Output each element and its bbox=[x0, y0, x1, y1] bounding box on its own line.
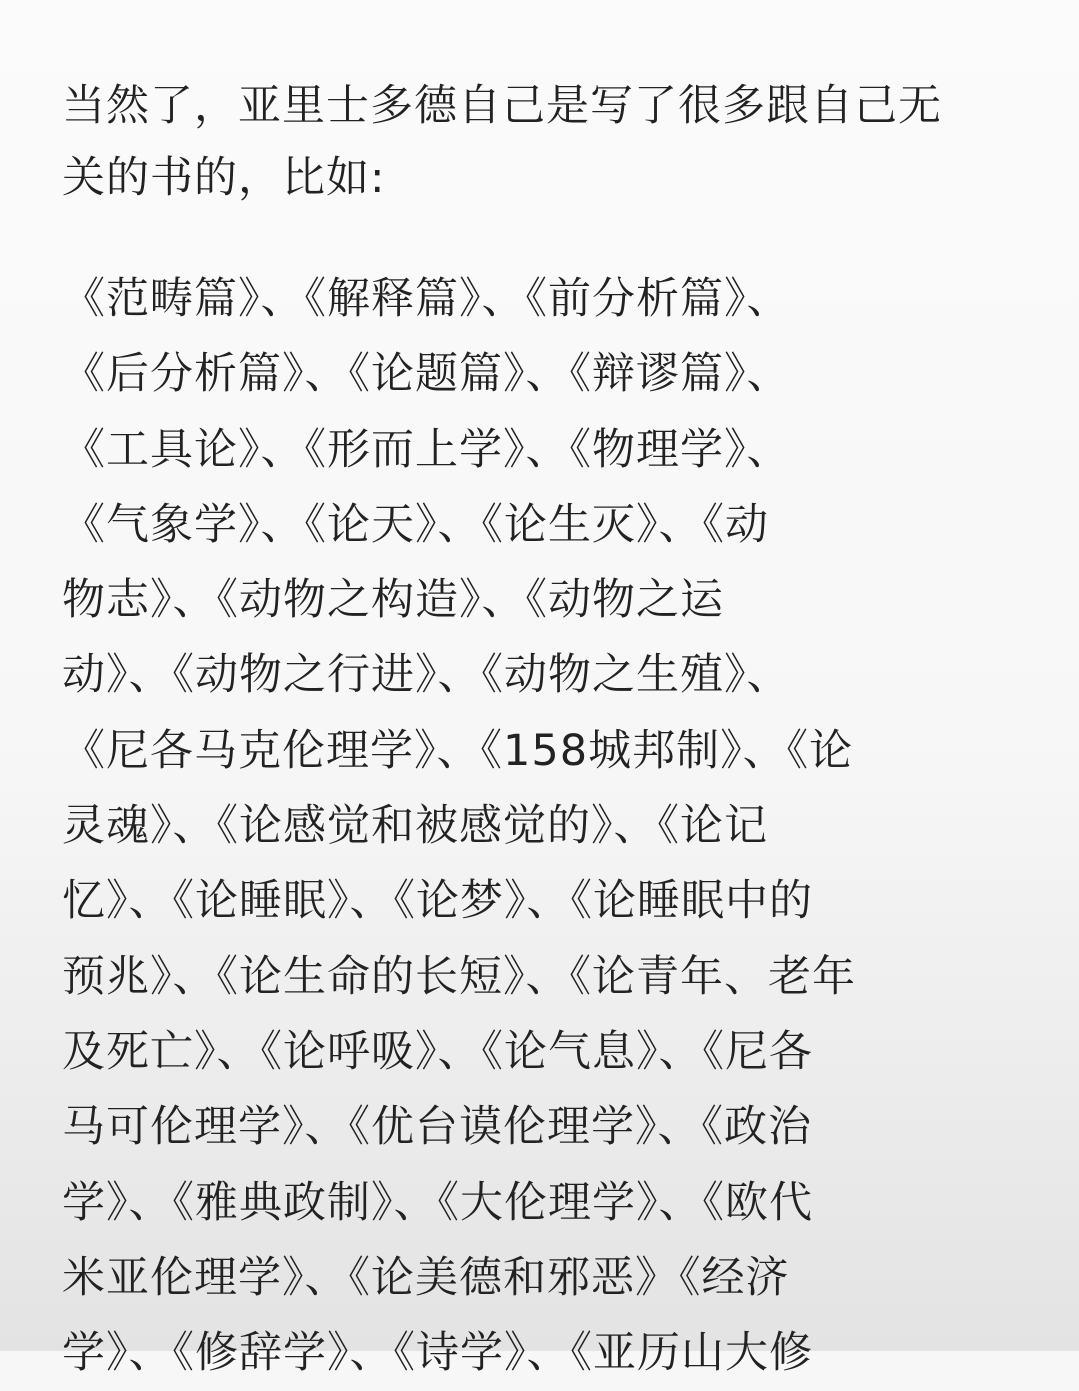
intro-paragraph bbox=[62, 70, 1032, 214]
book-list-line: 《工具论》、《形而上学》、《物理学》、 bbox=[62, 424, 791, 475]
book-list-line: 预兆》、《论生命的长短》、《论青年、老年 bbox=[62, 951, 856, 1002]
intro-line: 当然了，亚里士多德自己是写了很多跟自己无 bbox=[62, 81, 942, 131]
book-list-line: 《范畴篇》、《解释篇》、《前分析篇》、 bbox=[62, 274, 791, 324]
intro-line: 关的书的，比如: bbox=[62, 153, 386, 203]
book-list-line: 马可伦理学》、《优台谟伦理学》、《政治 bbox=[62, 1102, 812, 1153]
book-list-line: 《尼各马克伦理学》、《158城邦制》、《论 bbox=[62, 725, 854, 776]
book-list-line: 物志》、《动物之构造》、《动物之运 bbox=[62, 575, 724, 626]
book-list-line: 《后分析篇》、《论题篇》、《辩谬篇》、 bbox=[62, 349, 791, 400]
book-list-paragraph bbox=[62, 262, 1032, 1391]
book-list-line: 学》、《雅典政制》、《大伦理学》、《欧代 bbox=[62, 1177, 813, 1228]
book-list-line: 《气象学》、《论天》、《论生灭》、《动 bbox=[62, 499, 769, 550]
book-list-line: 动》、《动物之行进》、《动物之生殖》、 bbox=[62, 650, 791, 701]
book-list-line: 学》、《修辞学》、《诗学》、《亚历山大修 bbox=[62, 1328, 813, 1379]
book-list-line: 忆》、《论睡眠》、《论梦》、《论睡眠中的 bbox=[62, 876, 813, 927]
book-list-line: 灵魂》、《论感觉和被感觉的》、《论记 bbox=[62, 801, 768, 852]
cropped-text-line bbox=[140, 0, 700, 4]
book-list-line: 及死亡》、《论呼吸》、《论气息》、《尼各 bbox=[62, 1026, 813, 1077]
book-list-line: 米亚伦理学》、《论美德和邪恶》《经济 bbox=[62, 1252, 790, 1303]
